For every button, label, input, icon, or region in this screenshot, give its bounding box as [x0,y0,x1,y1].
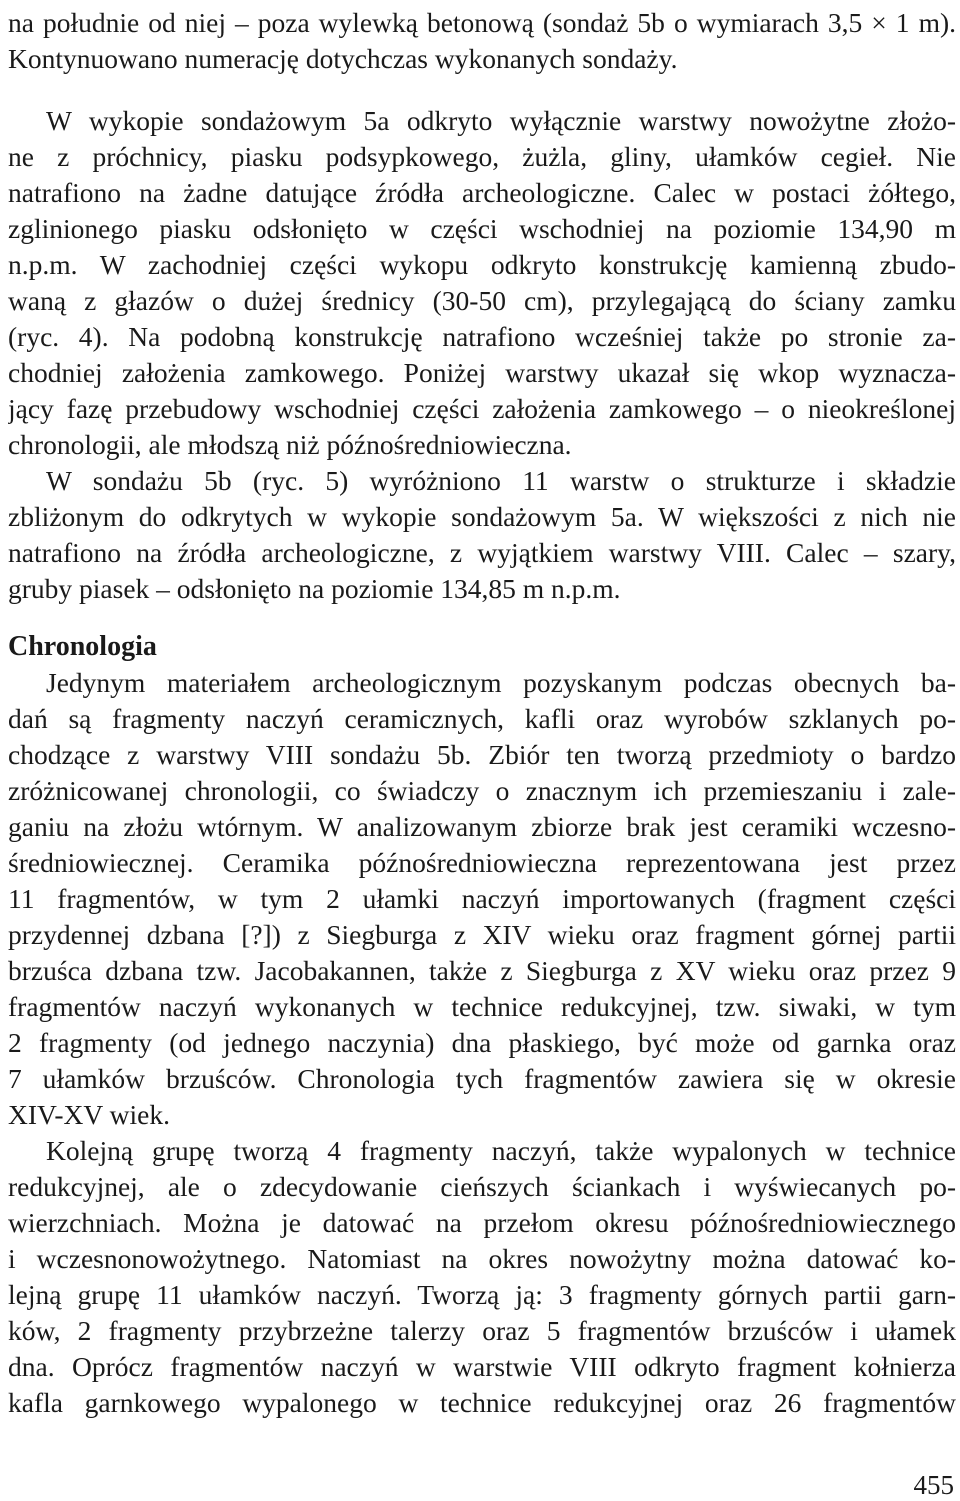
text-line: i wczesnonowożytnego. Natomiast na okres nowożytny można datować ko- [8,1243,956,1274]
text-line: (ryc. 4). Na podobną konstrukcję natrafiono wcześniej także po stronie za- [8,321,956,352]
text-line: Jedynym materiałem archeologicznym pozyskanym podczas obecnych ba- [46,667,956,698]
text-line: zglinionego piasku odsłonięto w części wschodniej na poziomie 134,90 m [8,213,956,244]
text-line: 7 ułamków brzuśców. Chronologia tych fragmentów zawiera się w okresie [8,1063,956,1094]
text-line: zbliżonym do odkrytych w wykopie sondażowym 5a. W większości z nich nie [8,501,956,532]
text-line: lejną grupę 11 ułamków naczyń. Tworzą ją: 3 fragmenty górnych partii garn- [8,1279,956,1310]
text-line: fragmentów naczyń wykonanych w technice redukcyjnej, tzw. siwaki, w tym [8,991,956,1022]
text-line: natrafiono na żadne datujące źródła archeologiczne. Calec w postaci żółtego, [8,177,956,208]
text-line: Kolejną grupę tworzą 4 fragmenty naczyń, także wypalonych w technice [46,1135,956,1166]
text-line: natrafiono na źródła archeologiczne, z wyjątkiem warstwy VIII. Calec – szary, [8,537,956,568]
text-line: Kontynuowano numerację dotychczas wykonanych sondaży. [8,43,678,74]
text-line: przydennej dzbana [?]) z Siegburga z XIV wieku oraz fragment górnej partii [8,919,956,950]
text-line: brzuśca dzbana tzw. Jacobakannen, także z Siegburga z XV wieku oraz przez 9 [8,955,956,986]
text-line: 2 fragmenty (od jednego naczynia) dna płaskiego, być może od garnka oraz [8,1027,956,1058]
text-line: ne z próchnicy, piasku podsypkowego, żużla, gliny, ułamków cegieł. Nie [8,141,956,172]
text-line: jący fazę przebudowy wschodniej części założenia zamkowego – o nieokreślonej [8,393,956,424]
text-line: redukcyjnej, ale o zdecydowanie cieńszych ściankach i wyświecanych po- [8,1171,956,1202]
text-line: chronologii, ale młodszą niż późnośredniowieczna. [8,429,572,460]
text-line: zróżnicowanej chronologii, co świadczy o znacznym ich przemieszaniu i zale- [8,775,956,806]
text-line: ków, 2 fragmenty przybrzeżne talerzy oraz 5 fragmentów brzuśców i ułamek [8,1315,956,1346]
text-line: W wykopie sondażowym 5a odkryto wyłącznie warstwy nowożytne złożo- [46,105,956,136]
text-line: dań są fragmenty naczyń ceramicznych, kafli oraz wyrobów szklanych po- [8,703,956,734]
text-line: średniowiecznej. Ceramika późnośredniowieczna reprezentowana jest przez [8,847,956,878]
text-line: kafla garnkowego wypalonego w technice redukcyjnej oraz 26 fragmentów [8,1387,956,1418]
text-line: XIV-XV wiek. [8,1099,170,1130]
text-line: dna. Oprócz fragmentów naczyń w warstwie VIII odkryto fragment kołnierza [8,1351,956,1382]
text-line: waną z głazów o dużej średnicy (30-50 cm), przylegającą do ściany zamku [8,285,956,316]
text-line: 11 fragmentów, w tym 2 ułamki naczyń importowanych (fragment części [8,883,956,914]
section-heading: Chronologia [8,631,157,662]
page-number: 455 [913,1470,954,1500]
text-line: chodzące z warstwy VIII sondażu 5b. Zbiór ten tworzą przedmioty o bardzo [8,739,956,770]
text-line: n.p.m. W zachodniej części wykopu odkryto konstrukcję kamienną zbudo- [8,249,956,280]
text-line: gruby piasek – odsłonięto na poziomie 134,85 m n.p.m. [8,573,621,604]
text-line: ganiu na złożu wtórnym. W analizowanym zbiorze brak jest ceramiki wczesno- [8,811,956,842]
text-line: wierzchniach. Można je datować na przełom okresu późnośredniowiecznego [8,1207,956,1238]
text-line: na południe od niej – poza wylewką betonową (sondaż 5b o wymiarach 3,5 × 1 m). [8,7,956,38]
text-line: chodniej założenia zamkowego. Poniżej warstwy ukazał się wkop wyznacza- [8,357,956,388]
text-line: W sondażu 5b (ryc. 5) wyróżniono 11 warstw o strukturze i składzie [46,465,956,496]
